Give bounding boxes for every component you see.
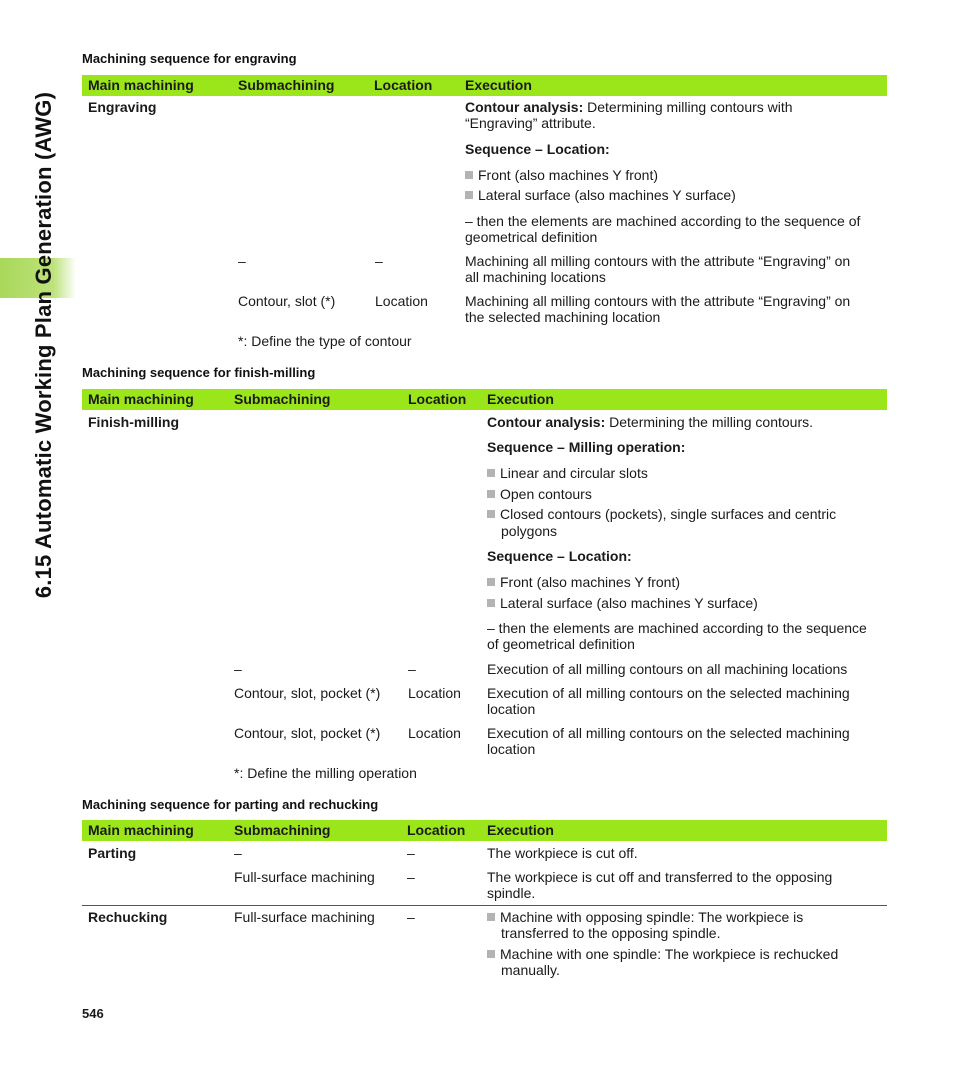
finish-row3-loc: Location (408, 725, 461, 741)
finish-footnote: *: Define the milling operation (234, 765, 417, 781)
finish-op-item-cont: polygons (501, 523, 558, 539)
rechucking-exec-item: Machine with opposing spindle: The workpiece is (487, 909, 803, 925)
rechucking-sub: Full-surface machining (234, 909, 375, 925)
col-execution: Execution (487, 822, 554, 838)
engraving-row1-sub: – (238, 253, 246, 269)
parting-row2-exec: The workpiece is cut off and transferred to the opposing (487, 869, 833, 885)
finish-section-heading: Machining sequence for finish-milling (82, 365, 316, 380)
col-main-machining: Main machining (88, 391, 194, 407)
finish-sequence-op-label: Sequence – Milling operation: (487, 439, 686, 455)
col-submachining: Submachining (238, 77, 335, 93)
parting-row2-loc: – (407, 869, 415, 885)
table-row-divider (82, 905, 887, 906)
col-main-machining: Main machining (88, 822, 194, 838)
finish-contour-analysis (487, 414, 813, 430)
engraving-then-text-cont: geometrical definition (465, 229, 598, 245)
engraving-row1-exec: Machining all milling contours with the attribute “Engraving” on (465, 253, 851, 269)
parting-row2-exec-cont: spindle. (487, 885, 536, 901)
parting-table-header (82, 820, 887, 841)
parting-row1-sub: – (234, 845, 242, 861)
finish-row2-loc: Location (408, 685, 461, 701)
col-main-machining: Main machining (88, 77, 194, 93)
parting-main-cell: Parting (88, 845, 137, 861)
col-location: Location (408, 391, 467, 407)
engraving-footnote: *: Define the type of contour (238, 333, 412, 349)
engraving-then-text: – then the elements are machined according to the sequence of (465, 213, 861, 229)
engraving-main-cell: Engraving (88, 99, 157, 115)
page-number: 546 (82, 1006, 104, 1021)
parting-row1-exec: The workpiece is cut off. (487, 845, 638, 861)
col-submachining: Submachining (234, 822, 331, 838)
finish-location-item: Front (also machines Y front) (487, 574, 680, 590)
engraving-section-heading: Machining sequence for engraving (82, 51, 297, 66)
chapter-side-title: 6.15 Automatic Working Plan Generation (AWG) (31, 91, 56, 599)
finish-sequence-loc-label: Sequence – Location: (487, 548, 632, 564)
contour-analysis-label: Contour analysis: (487, 414, 606, 430)
rechucking-exec-item: Machine with one spindle: The workpiece is rechucked (487, 946, 838, 962)
finish-table-header (82, 389, 887, 410)
rechucking-exec-item-cont: transferred to the opposing spindle. (501, 925, 721, 941)
engraving-row2-sub: Contour, slot (*) (238, 293, 336, 309)
finish-op-item: Open contours (487, 486, 592, 502)
finish-main-cell: Finish-milling (88, 414, 179, 430)
finish-row2-exec: Execution of all milling contours on the selected machining (487, 685, 850, 701)
contour-analysis-text: Determining milling contours with (583, 99, 793, 115)
engraving-location-item: Lateral surface (also machines Y surface) (465, 187, 736, 203)
engraving-location-item: Front (also machines Y front) (465, 167, 658, 183)
rechucking-loc: – (407, 909, 415, 925)
finish-row1-sub: – (234, 661, 242, 677)
engraving-row2-exec: Machining all milling contours with the attribute “Engraving” on (465, 293, 851, 309)
finish-location-item: Lateral surface (also machines Y surface) (487, 595, 758, 611)
rechucking-main-cell: Rechucking (88, 909, 168, 925)
finish-then-text-cont: of geometrical definition (487, 636, 635, 652)
engraving-contour-analysis-cont: “Engraving” attribute. (465, 115, 596, 131)
finish-row3-exec-cont: location (487, 741, 536, 757)
contour-analysis-text: Determining the milling contours. (605, 414, 814, 430)
finish-then-text: – then the elements are machined according to the sequence (487, 620, 867, 636)
col-submachining: Submachining (234, 391, 331, 407)
col-location: Location (374, 77, 433, 93)
rechucking-exec-item-cont: manually. (501, 962, 560, 978)
finish-row1-exec: Execution of all milling contours on all machining locations (487, 661, 848, 677)
finish-row3-exec: Execution of all milling contours on the selected machining (487, 725, 850, 741)
engraving-row2-exec-cont: the selected machining location (465, 309, 661, 325)
engraving-row1-exec-cont: all machining locations (465, 269, 606, 285)
engraving-row2-loc: Location (375, 293, 428, 309)
finish-row2-exec-cont: location (487, 701, 536, 717)
parting-row2-sub: Full-surface machining (234, 869, 375, 885)
finish-op-item: Linear and circular slots (487, 465, 648, 481)
col-execution: Execution (487, 391, 554, 407)
finish-row1-loc: – (408, 661, 416, 677)
finish-op-item: Closed contours (pockets), single surfaces and centric (487, 506, 836, 522)
finish-row2-sub: Contour, slot, pocket (*) (234, 685, 381, 701)
parting-row1-loc: – (407, 845, 415, 861)
parting-section-heading: Machining sequence for parting and rechucking (82, 797, 379, 812)
engraving-table-header (82, 75, 887, 96)
engraving-sequence-label: Sequence – Location: (465, 141, 610, 157)
finish-row3-sub: Contour, slot, pocket (*) (234, 725, 381, 741)
contour-analysis-label: Contour analysis: (465, 99, 584, 115)
engraving-row1-loc: – (375, 253, 383, 269)
engraving-contour-analysis (465, 99, 793, 115)
col-location: Location (407, 822, 466, 838)
col-execution: Execution (465, 77, 532, 93)
